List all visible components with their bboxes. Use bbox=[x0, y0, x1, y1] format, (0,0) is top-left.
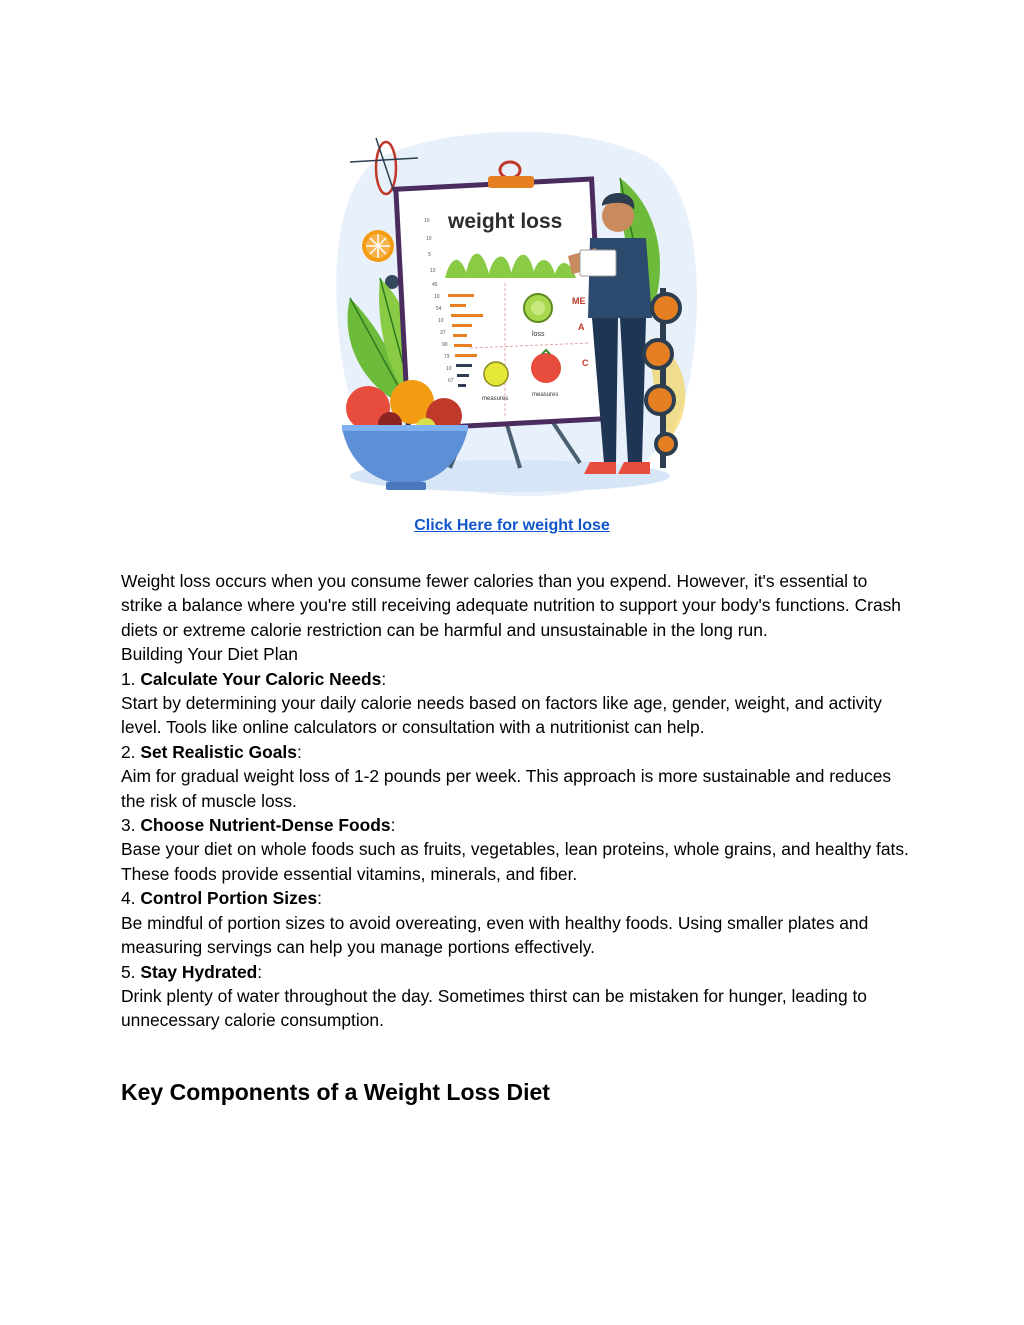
step-heading bbox=[121, 960, 911, 984]
step-body: Aim for gradual weight loss of 1-2 pounds per week. This approach is more sustainable and reduces the risk of muscle loss. bbox=[121, 766, 892, 811]
scale-label: 10 bbox=[434, 294, 440, 300]
scale-label: 10 bbox=[446, 366, 452, 372]
step-colon: : bbox=[317, 888, 322, 909]
step-body: Drink plenty of water throughout the day. Sometimes thirst can be mistaken for hunger, leading to unnecessary calorie consumption. bbox=[121, 985, 867, 1031]
scale-label: 5 bbox=[428, 252, 431, 258]
link-row bbox=[0, 517, 1024, 535]
scale-label: 90 bbox=[442, 342, 448, 348]
step-title: Calculate Your Caloric Needs bbox=[140, 668, 382, 689]
weight-lose-link[interactable]: Click Here for weight lose bbox=[414, 517, 610, 534]
board-title: weight loss bbox=[448, 210, 563, 233]
scale-label: 67 bbox=[448, 378, 454, 384]
scale-label: 10 bbox=[430, 268, 436, 274]
section-heading: Key Components of a Weight Loss Diet bbox=[121, 1079, 550, 1105]
board-label-measures-1: measures bbox=[482, 396, 509, 402]
weight-loss-illustration bbox=[320, 118, 704, 510]
step-body: Start by determining your daily calorie needs based on factors like age, gender, weight, and activity level. Tools like online calculators or consultation with a nutritionist can help. bbox=[121, 693, 882, 738]
step-body: Base your diet on whole foods such as fruits, vegetables, lean proteins, whole grains, and healthy fats. These foods provide essential vitamins, minerals, and fiber. bbox=[121, 839, 909, 884]
step-colon: : bbox=[390, 815, 396, 836]
step-title: Control Portion Sizes bbox=[140, 888, 318, 909]
side-letter: A bbox=[578, 322, 585, 332]
step-number: 2. bbox=[121, 741, 141, 762]
lemon-icon bbox=[484, 362, 508, 386]
article-body bbox=[121, 569, 911, 1033]
step-title: Set Realistic Goals bbox=[140, 741, 297, 762]
scale-label: 10 bbox=[438, 318, 444, 324]
step-heading bbox=[121, 740, 911, 764]
step-number: 1. bbox=[121, 668, 141, 689]
intro-paragraph: Weight loss occurs when you consume fewer calories than you expend. However, it's essential to strike a balance where you're still receiving adequate nutrition to support your body's functions. Crash diets or extreme calorie restriction can be harmful and unsustainable in the long run. bbox=[121, 571, 901, 640]
step-heading bbox=[121, 667, 911, 691]
step-number: 5. bbox=[121, 961, 141, 982]
side-letter: ME bbox=[572, 296, 586, 306]
scale-label: 45 bbox=[432, 282, 438, 288]
step-body: Be mindful of portion sizes to avoid overeating, even with healthy foods. Using smaller plates and measuring servings can help you manage portions effectively. bbox=[121, 912, 869, 958]
orange-slice-icon bbox=[362, 230, 394, 262]
side-letter: C bbox=[582, 358, 589, 368]
scale-label: 37 bbox=[440, 330, 446, 336]
scale-label: 73 bbox=[444, 354, 450, 360]
step-colon: : bbox=[257, 961, 263, 982]
step-title: Stay Hydrated bbox=[140, 961, 258, 982]
step-number: 3. bbox=[121, 815, 141, 836]
step-colon: : bbox=[381, 668, 387, 689]
scale-label: 10 bbox=[424, 218, 430, 224]
scale-label: 10 bbox=[426, 236, 432, 242]
step-heading bbox=[121, 813, 911, 837]
scale-label: 54 bbox=[436, 306, 442, 312]
step-number: 4. bbox=[121, 888, 141, 909]
step-heading bbox=[121, 886, 911, 910]
step-title: Choose Nutrient-Dense Foods bbox=[140, 815, 391, 836]
step-colon: : bbox=[296, 741, 302, 762]
board-label-measures-2: measures bbox=[532, 392, 559, 398]
lime-icon bbox=[524, 294, 552, 322]
board-label-loss: loss bbox=[532, 331, 545, 338]
plan-heading: Building Your Diet Plan bbox=[121, 644, 298, 665]
